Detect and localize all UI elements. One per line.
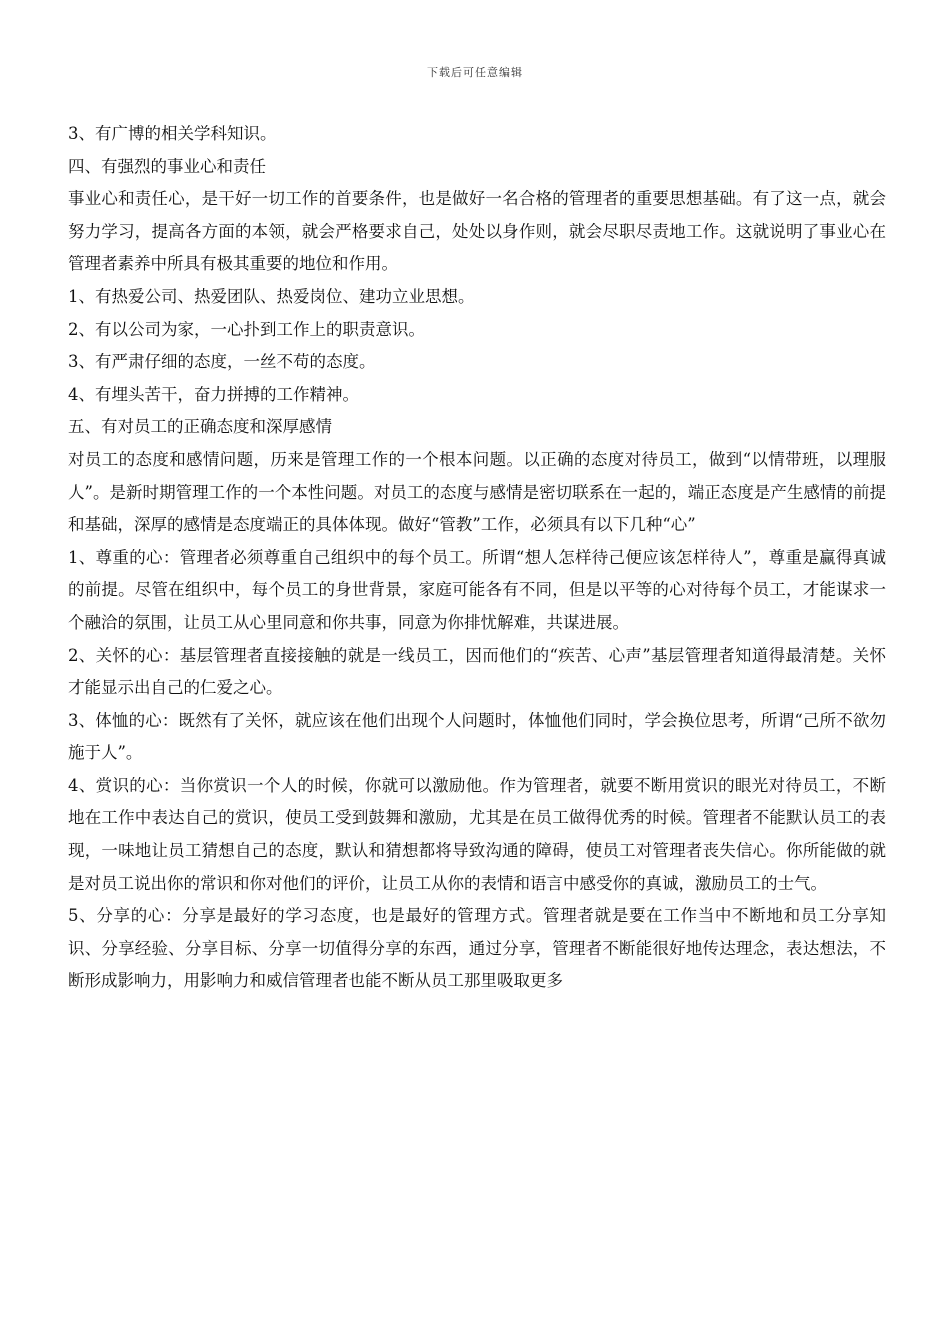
list-item: 4、赏识的心：当你赏识一个人的时候，你就可以激励他。作为管理者，就要不断用赏识的眼光对待员工，不断地在工作中表达自己的赏识，使员工受到鼓舞和激励，尤其是在员工做得优秀的时候。管理者不能默认员工的表现，一味地让员工猜想自己的态度，默认和猜想都将导致沟通的障碍，使员工对管理者丧失信心。你所能做的就是对员工说出你的常识和你对他们的评价，让员工从你的表情和语言中感受你的真诚，激励员工的士气。 [68,775,886,893]
list-item: 1、尊重的心：管理者必须尊重自己组织中的每个员工。所谓“想人怎样待己便应该怎样待人”，尊重是赢得真诚的前提。尽管在组织中，每个员工的身世背景，家庭可能各有不同，但是以平等的心对待每个员工，才能谋求一个融洽的氛围，让员工从心里同意和你共事，同意为你排忧解难，共谋进展。 [68,547,886,632]
list-item: 2、关怀的心：基层管理者直接接触的就是一线员工，因而他们的“疾苦、心声”基层管理者知道得最清楚。关怀才能显示出自己的仁爱之心。 [68,645,886,698]
body-paragraph: 对员工的态度和感情问题，历来是管理工作的一个根本问题。以正确的态度对待员工，做到“以情带班，以理服人”。是新时期管理工作的一个本性问题。对员工的态度与感情是密切联系在一起的，端正态度是产生感情的前提和基础，深厚的感情是态度端正的具体体现。做好“管教”工作，必须具有以下几种“心” [68,449,886,535]
document-body [68,118,886,998]
list-item: 2、有以公司为家，一心扑到工作上的职责意识。 [68,319,425,339]
section-heading: 五、有对员工的正确态度和深厚感情 [68,417,332,437]
page-header: 下载后可任意编辑 [427,66,523,79]
list-item: 5、分享的心：分享是最好的学习态度，也是最好的管理方式。管理者就是要在工作当中不断地和员工分享知识、分享经验、分享目标、分享一切值得分享的东西，通过分享，管理者不断能很好地传达理念，表达想法，不断形成影响力，用影响力和威信管理者也能不断从员工那里吸取更多 [68,906,886,991]
body-paragraph: 事业心和责任心，是干好一切工作的首要条件，也是做好一名合格的管理者的重要思想基础。有了这一点，就会努力学习，提高各方面的本领，就会严格要求自己，处处以身作则，就会尽职尽责地工作。这就说明了事业心在管理者素养中所具有极其重要的地位和作用。 [68,189,886,274]
list-item: 3、有广博的相关学科知识。 [68,124,277,143]
list-item: 3、体恤的心：既然有了关怀，就应该在他们出现个人问题时，体恤他们同时，学会换位思考，所谓“己所不欲勿施于人”。 [68,710,886,763]
list-item: 3、有严肃仔细的态度，一丝不苟的态度。 [68,352,376,372]
list-item: 4、有埋头苦干，奋力拼搏的工作精神。 [68,384,359,404]
section-heading: 四、有强烈的事业心和责任 [68,156,266,176]
list-item: 1、有热爱公司、热爱团队、热爱岗位、建功立业思想。 [68,286,475,306]
